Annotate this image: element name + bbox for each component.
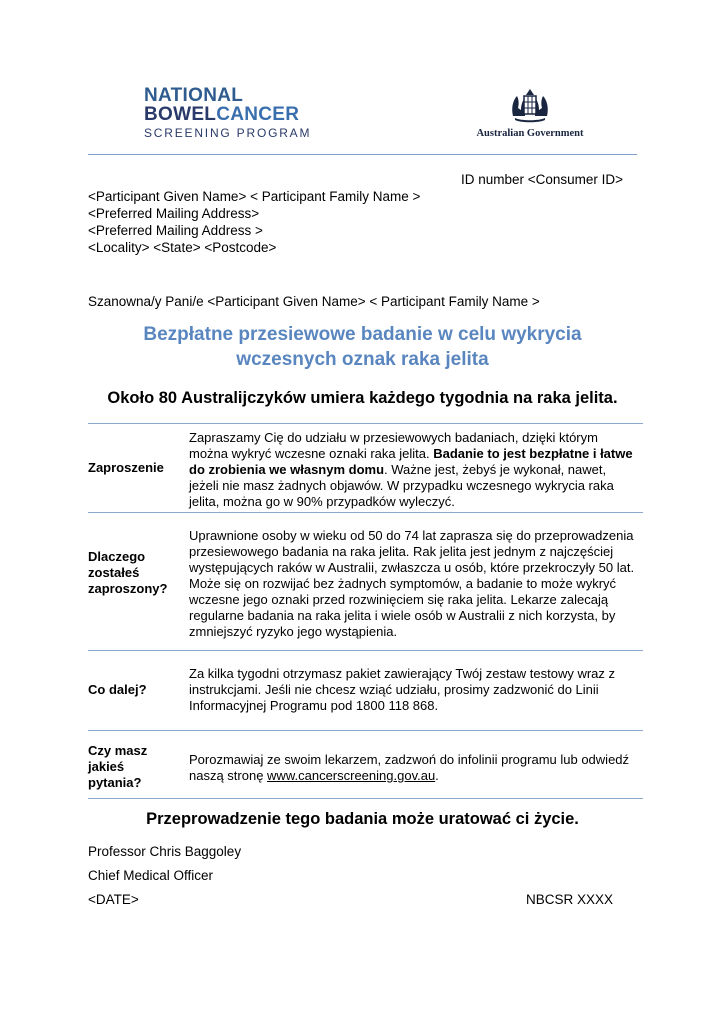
row-text: Zapraszamy Cię do udziału w przesiewowych badaniach, dzięki którym można wykryć wczesne oznaki raka jelita. Badanie to jest bezpłatne i łatwe do zrobienia we własnym domu. Ważne jest, żebyś je wykonał, nawet, jeżeli nie masz żadnych objawów. W przypadku wczesnego wykrycia raka jelita, można go w 90% przypadków wyleczyć.: [189, 430, 633, 509]
australian-government-logo: [470, 86, 590, 142]
signatory-name: Professor Chris Baggoley: [88, 844, 242, 859]
letter-date: <DATE>: [88, 892, 139, 907]
logo-bowel-cancer: [144, 105, 314, 124]
header-divider: [88, 154, 637, 155]
headline: Około 80 Australijczyków umiera każdego tygodnia na raka jelita.: [107, 389, 618, 407]
address-block: [88, 188, 420, 256]
info-table: [88, 423, 643, 799]
address-line: <Locality> <State> <Postcode>: [88, 240, 277, 255]
table-row-invitation: [88, 423, 643, 512]
row-label: Zaproszenie: [88, 460, 164, 475]
table-row-next-steps: [88, 650, 643, 730]
document-code: NBCSR XXXX: [526, 892, 614, 907]
address-line: <Preferred Mailing Address >: [88, 223, 263, 238]
letter-title: [88, 322, 637, 372]
row-label: Co dalej?: [88, 682, 147, 697]
row-text: Uprawnione osoby w wieku od 50 do 74 lat zaprasza się do przeprowadzenia przesiewowego badania na raka jelita. Rak jelita jest jednym z najczęściej występujących raków w Australii, zwłaszcza u osób, które przekroczyły 50 lat. Może się on rozwijać bez żadnych symptomów, a badanie to może wykryć wczesne jego oznaki przed rozwinięciem się raka jelita. Lekarze zalecają regularne badania na raka jelita i wiele osób w Australii z nich korzysta, by zmniejszyć ryzyko jego wystąpienia.: [189, 528, 635, 639]
address-line: <Preferred Mailing Address>: [88, 206, 260, 221]
table-row-why-invited: [88, 512, 643, 650]
row-text: Porozmawiaj ze swoim lekarzem, zadzwoń do infolinii programu lub odwiedź naszą stronę www.cancerscreening.gov.au.: [189, 752, 630, 783]
program-website-link[interactable]: www.cancerscreening.gov.au: [267, 768, 436, 783]
closing-statement: Przeprowadzenie tego badania może uratować ci życie.: [146, 810, 579, 828]
row-text: Za kilka tygodni otrzymasz pakiet zawierający Twój zestaw testowy wraz z instrukcjami. Jeśli nie chcesz wziąć udziału, prosimy zadzwonić do Linii Informacyjnej Programu pod 1800 118 868.: [189, 666, 616, 713]
title-line-1: Bezpłatne przesiewowe badanie w celu wykrycia: [143, 324, 582, 345]
coat-of-arms-icon: [507, 86, 553, 126]
salutation: Szanowna/y Pani/e <Participant Given Name> < Participant Family Name >: [88, 294, 540, 309]
signatory-role: Chief Medical Officer: [88, 868, 214, 883]
row-label: Dlaczego zostałeś zaproszony?: [88, 549, 168, 596]
gov-wordmark: Australian Government: [476, 128, 584, 139]
consumer-id: ID number <Consumer ID>: [461, 172, 624, 187]
address-line: <Participant Given Name> < Participant Family Name >: [88, 189, 421, 204]
table-row-questions: [88, 730, 643, 799]
title-line-2: wczesnych oznak raka jelita: [236, 349, 489, 370]
logo-cancer: CANCER: [216, 104, 300, 125]
logo-bowel: BOWEL: [144, 104, 217, 125]
logo-national: NATIONAL: [144, 85, 244, 106]
nbcsp-logo: [144, 86, 314, 144]
logo-screening-program: SCREENING PROGRAM: [144, 126, 312, 140]
row-label: Czy masz jakieś pytania?: [88, 743, 148, 790]
